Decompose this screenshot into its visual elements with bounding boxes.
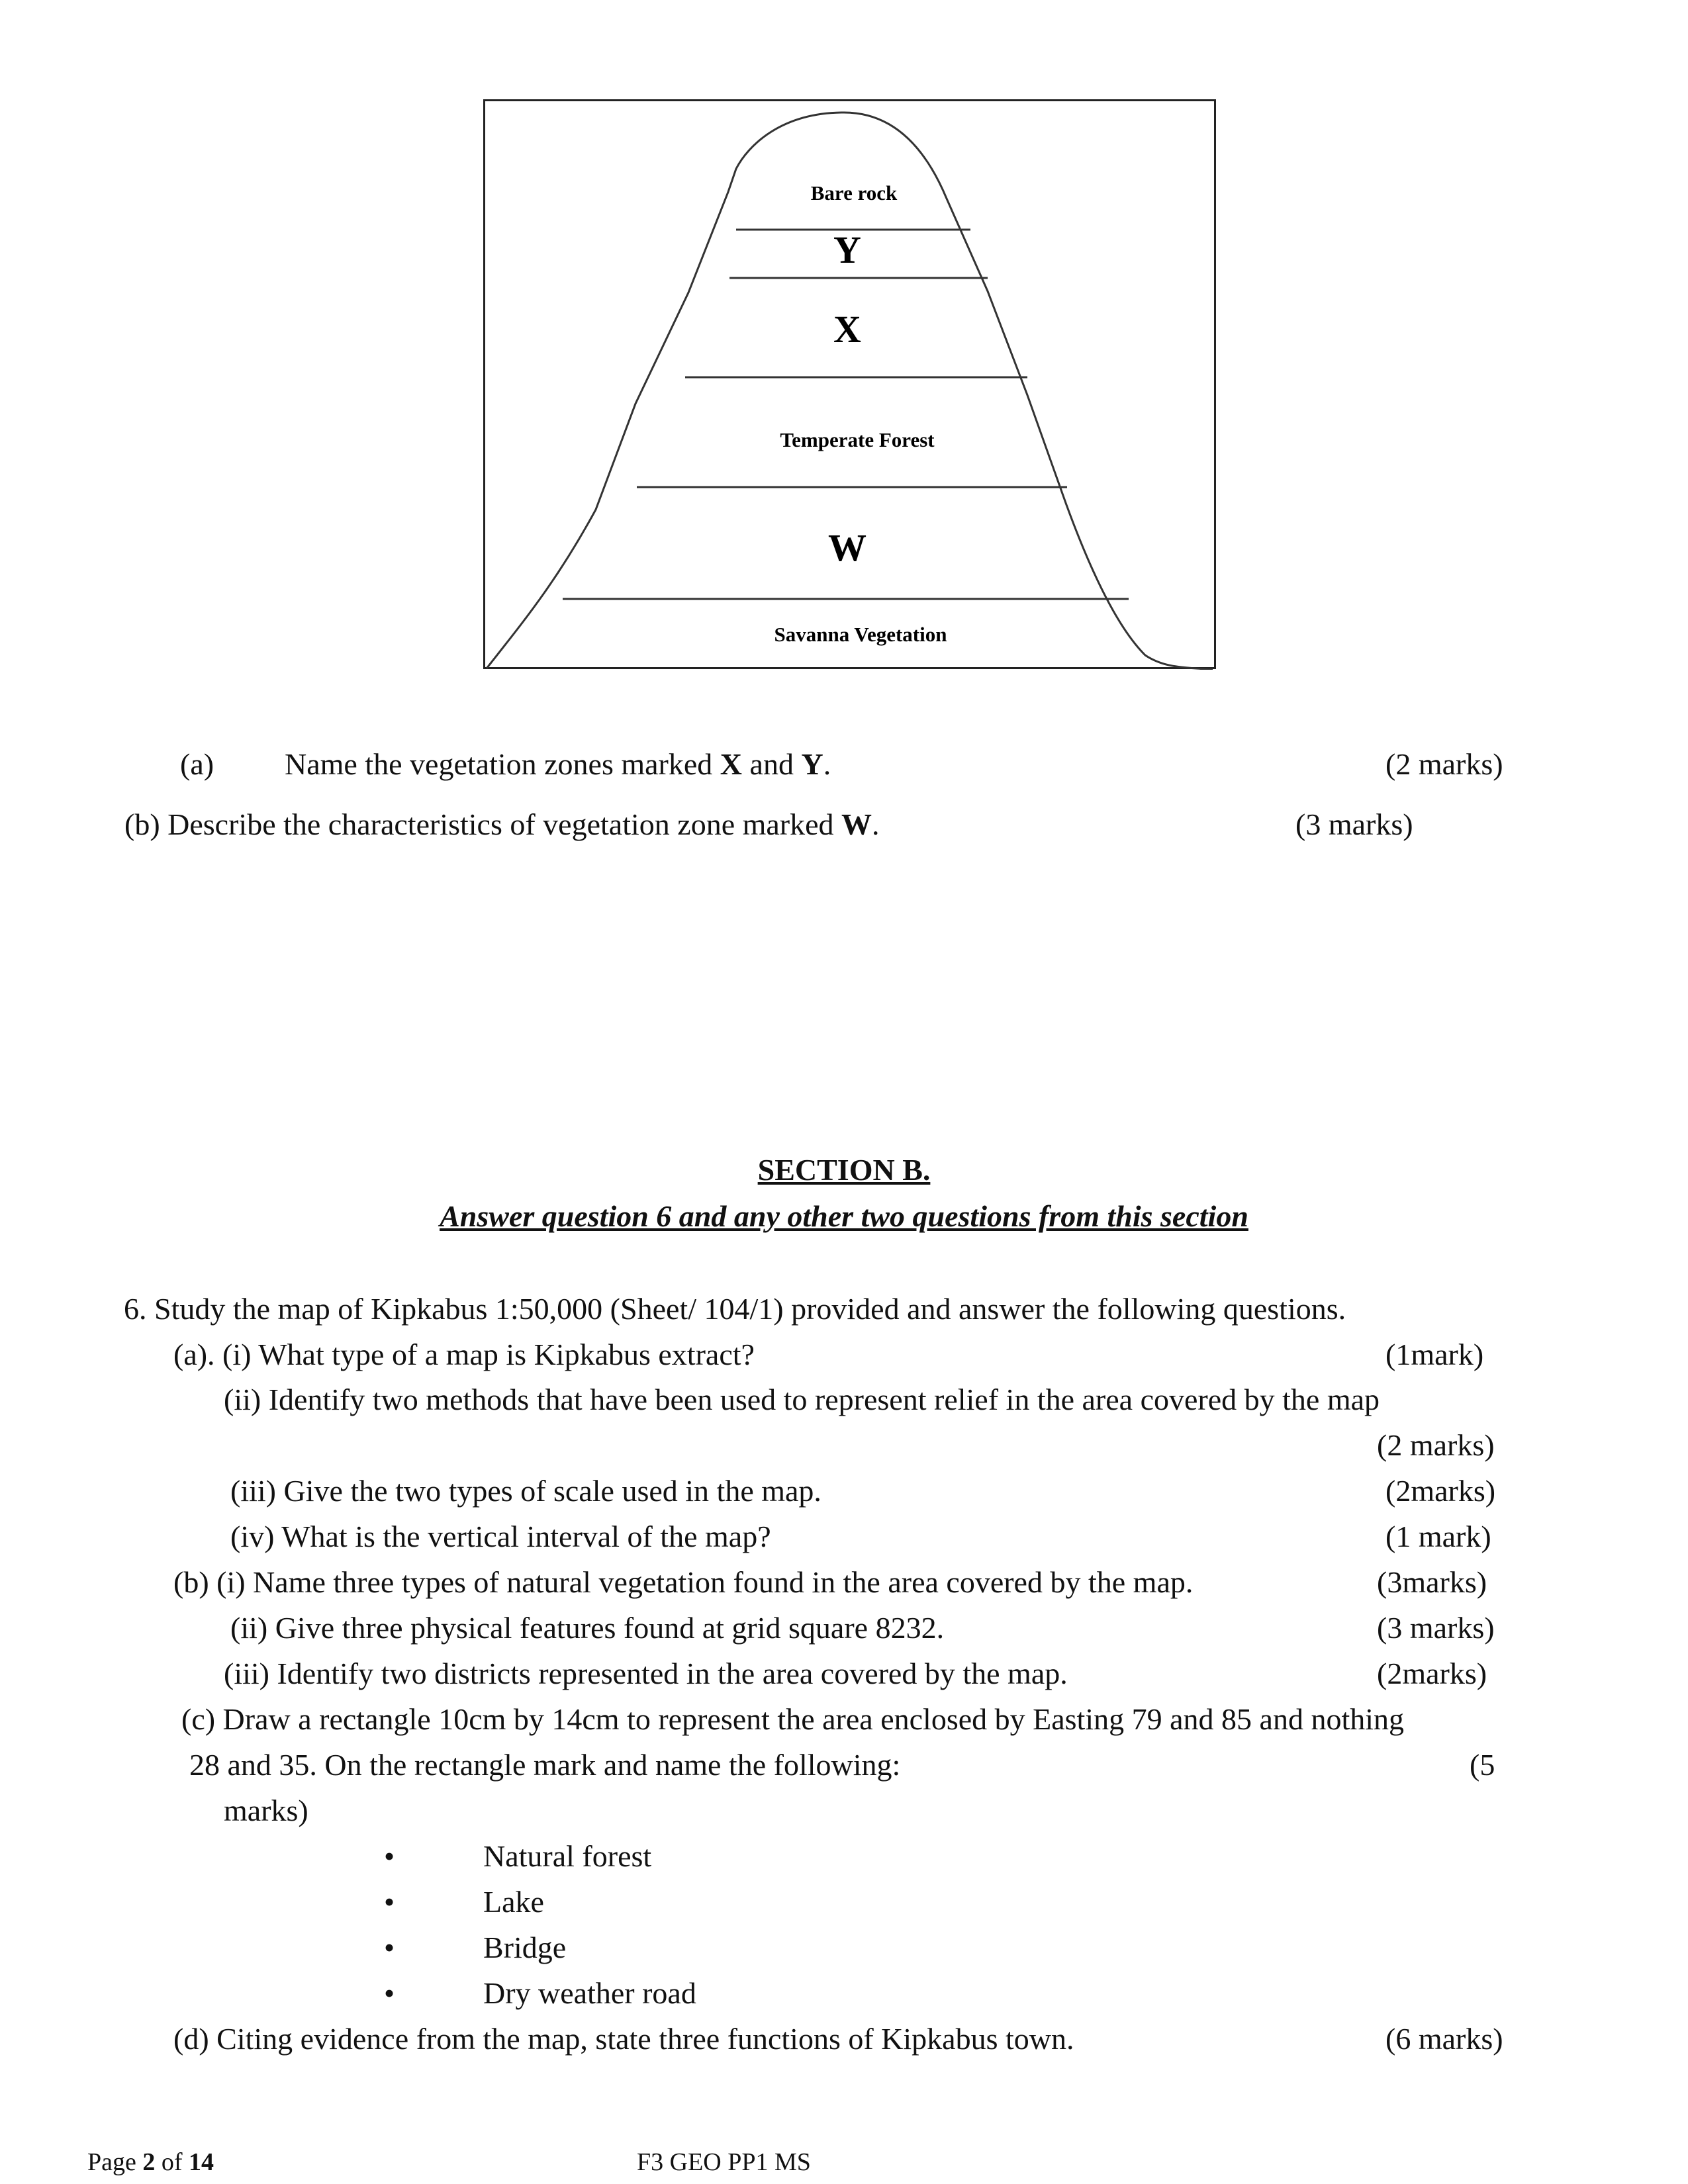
q5a-text [285, 746, 831, 783]
q6-b-iii: (iii) Identify two districts represented in the area covered by the map. [224, 1657, 1068, 1690]
q5b-end: . [872, 807, 880, 841]
q6-a-ii-marks: (2 marks) [1377, 1428, 1495, 1462]
q6-intro: 6. Study the map of Kipkabus 1:50,000 (Sheet/ 104/1) provided and answer the following questions. [124, 1292, 1346, 1326]
q6-a-ii: (ii) Identify two methods that have been used to represent relief in the area covered by the map [224, 1383, 1380, 1416]
q5b-marks: (3 marks) [1295, 807, 1413, 841]
label-x: X [833, 308, 861, 351]
list-item: Dry weather road [483, 1976, 696, 2010]
q6-c-line1: (c) Draw a rectangle 10cm by 14cm to represent the area enclosed by Easting 79 and 85 and nothing [181, 1702, 1405, 1736]
label-savanna: Savanna Vegetation [774, 623, 947, 646]
bullet-icon: • [384, 1885, 395, 1919]
q5b-text [124, 806, 880, 843]
q6-a-iii: (iii) Give the two types of scale used in the map. [230, 1474, 821, 1508]
section-instruction [0, 1198, 1688, 1235]
q5b-w: W [841, 807, 872, 841]
q6-a-iv-marks: (1 mark) [1385, 1520, 1491, 1553]
q6-a-i-marks: (1mark) [1385, 1338, 1484, 1371]
q5b-text-pre: (b) Describe the characteristics of vegetation zone marked [124, 807, 842, 841]
q5a-y: Y [801, 747, 823, 781]
q6-c-marks-part2: marks) [224, 1794, 308, 1827]
q6-a-iv: (iv) What is the vertical interval of the map? [230, 1520, 771, 1553]
q6-b-ii-marks: (3 marks) [1377, 1611, 1495, 1645]
vegetation-zones-diagram [483, 99, 1216, 670]
q6-d-marks: (6 marks) [1385, 2022, 1503, 2056]
q6-b-ii: (ii) Give three physical features found at grid square 8232. [230, 1611, 945, 1645]
q6-c-line2: 28 and 35. On the rectangle mark and name the following: [189, 1748, 901, 1782]
q6-a-iii-marks: (2marks) [1385, 1474, 1496, 1508]
q5a-text-pre: Name the vegetation zones marked [285, 747, 720, 781]
label-bare-rock: Bare rock [810, 181, 898, 205]
label-w: W [828, 526, 867, 569]
page-word: Page [87, 2148, 143, 2176]
q6-d: (d) Citing evidence from the map, state three functions of Kipkabus town. [173, 2022, 1074, 2056]
q5a-x: X [720, 747, 743, 781]
bullet-icon: • [384, 1976, 395, 2010]
q5a-marks: (2 marks) [1385, 747, 1503, 781]
label-temperate-forest: Temperate Forest [780, 428, 935, 451]
page-number [87, 2147, 214, 2177]
list-item: Natural forest [483, 1839, 652, 1873]
bullet-icon: • [384, 1839, 395, 1873]
document-code: F3 GEO PP1 MS [637, 2148, 811, 2176]
page-current: 2 [142, 2148, 156, 2176]
page-total: 14 [189, 2148, 214, 2176]
bullet-icon: • [384, 1931, 395, 1964]
q5a-end: . [823, 747, 831, 781]
q6-b-iii-marks: (2marks) [1377, 1657, 1487, 1690]
section-title [0, 1152, 1688, 1189]
q5a-number: (a) [180, 747, 214, 781]
list-item: Lake [483, 1885, 544, 1919]
q6-b-i: (b) (i) Name three types of natural vegetation found in the area covered by the map. [173, 1565, 1194, 1599]
q6-b-i-marks: (3marks) [1377, 1565, 1487, 1599]
list-item: Bridge [483, 1931, 567, 1964]
q6-a-i: (a). (i) What type of a map is Kipkabus extract? [173, 1338, 755, 1371]
page-of: of [155, 2148, 189, 2176]
section-title-text: SECTION B. [757, 1153, 931, 1187]
label-y: Y [833, 228, 861, 271]
section-instruction-text: Answer question 6 and any other two questions from this section [440, 1199, 1248, 1233]
q5a-and: and [742, 747, 802, 781]
q6-c-marks-part1: (5 [1470, 1748, 1495, 1782]
